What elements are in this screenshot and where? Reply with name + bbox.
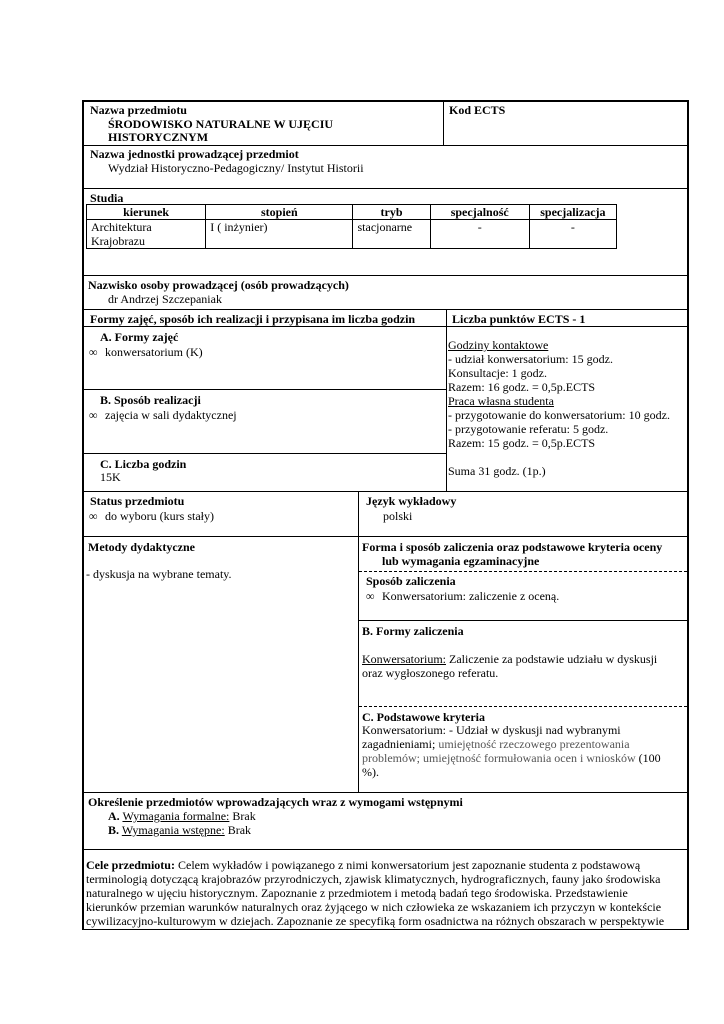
ects-kontaktowe: Godziny kontaktowe — [448, 338, 549, 352]
formy-b-label: B. Sposób realizacji — [100, 393, 201, 407]
formy-zal-line1 — [362, 652, 657, 666]
ects-label: Liczba punktów ECTS - 1 — [452, 312, 586, 326]
status-value — [89, 509, 214, 523]
dash-kryteria — [359, 706, 687, 707]
wymagania-b — [108, 823, 251, 837]
cele-label: Cele przedmiotu: — [86, 858, 175, 872]
line-sposob — [359, 620, 687, 621]
frame-left — [82, 100, 84, 930]
kryteria-l3 — [362, 751, 661, 765]
kryteria-l4: %). — [362, 765, 379, 779]
cele-l1 — [86, 858, 640, 872]
line-formy-b — [82, 453, 446, 454]
formy-a-item — [89, 345, 203, 359]
kryteria-l3a: problemów; umiejętność formułowania ocen i wniosków — [362, 751, 636, 765]
kryteria-l1: Konwersatorium: - Udział w dyskusji nad wybranymi — [362, 723, 621, 737]
studia-tryb: stacjonarne — [353, 220, 430, 249]
ects-l4: - przygotowanie do konwersatorium: 10 godz. — [448, 408, 670, 422]
prowadzacy-value: dr Andrzej Szczepaniak — [108, 292, 222, 306]
cele-l5: cywilizacyjno-kulturowym w dziejach. Zapoznanie ze specyfiką form osadnictwa na różnych obszarach w perspektywie — [86, 914, 665, 928]
cele-l2: terminologią dotyczącą krajobrazów przyrodniczych, zjawisk klimatycznych, hydrograficznych, fauny jako środowiska — [86, 872, 661, 886]
formy-zal-label: B. Formy zaliczenia — [362, 624, 464, 638]
kryteria-l2a: zagadnieniami; — [362, 737, 439, 751]
wymagania-a — [108, 809, 256, 823]
kryteria-l2 — [362, 737, 630, 751]
kierunek-line1: Architektura — [91, 220, 152, 234]
cele-l4: kierunków przemian warunków naturalnych oraz żyjącego w nich człowieka ze wskazaniem ich przyczyn w kontekście — [86, 900, 662, 914]
przedmiot-label: Nazwa przedmiotu — [90, 103, 187, 117]
formy-c-value: 15K — [100, 470, 121, 484]
ects-l5: - przygotowanie referatu: 5 godz. — [448, 422, 609, 436]
formy-zal-rest: Zaliczenie za podstawie udziału w dyskusji — [445, 652, 658, 666]
divider-status — [358, 491, 359, 536]
wymagania-b-prefix: B. — [108, 823, 120, 837]
divider-metody — [358, 536, 359, 792]
line-formy-head — [82, 326, 688, 327]
jednostka-value: Wydział Historyczno-Pedagogiczny/ Instytut Historii — [108, 161, 364, 175]
studia-header-specjalizacja: specjalizacja — [529, 205, 616, 220]
bullet-icon: ∞ — [89, 408, 98, 422]
ects-l2: Konsultacje: 1 godz. — [448, 366, 547, 380]
wprowadzajace-label: Określenie przedmiotów wprowadzających wraz z wymogami wstępnymi — [88, 795, 463, 809]
studia-header-stopien: stopień — [206, 205, 353, 220]
status-label: Status przedmiotu — [90, 494, 185, 508]
jezyk-value: polski — [383, 509, 413, 523]
metody-value: - dyskusja na wybrane tematy. — [86, 567, 232, 581]
bullet-icon: ∞ — [366, 589, 375, 603]
bullet-icon: ∞ — [89, 345, 98, 359]
frame-right — [687, 100, 689, 930]
wymagania-b-label: Wymagania wstępne: — [121, 823, 225, 837]
line-r1 — [82, 145, 688, 146]
studia-specjalizacja: - — [529, 220, 616, 249]
formy-a-item-text: konwersatorium (K) — [105, 345, 203, 359]
line-bottom — [82, 929, 688, 930]
status-value-text: do wyboru (kurs stały) — [105, 509, 214, 523]
divider-kod — [443, 100, 444, 145]
studia-specjalnosc: - — [430, 220, 529, 249]
line-r5 — [82, 491, 688, 492]
studia-table — [86, 204, 617, 249]
line-r8 — [82, 849, 688, 850]
formy-zal-line2: oraz wygłoszonego referatu. — [362, 666, 499, 680]
line-r6 — [82, 536, 688, 537]
ects-l3: Razem: 16 godz. = 0,5p.ECTS — [448, 380, 596, 394]
kryteria-label: C. Podstawowe kryteria — [362, 710, 485, 724]
zaliczenie-label-2: lub wymagania egzaminacyjne — [382, 554, 540, 568]
line-r3 — [82, 275, 688, 276]
studia-stopien: I ( inżynier) — [206, 220, 353, 249]
kryteria-l2b: umiejętność rzeczowego prezentowania — [438, 737, 630, 751]
kryteria-l3b: (100 — [635, 751, 661, 765]
studia-header-specjalnosc: specjalność — [430, 205, 529, 220]
cele-l3: naturalnego w ujęciu historycznym. Zapoznanie z przedmiotem i metodą badań tego środowiska. Przedstawienie — [86, 886, 628, 900]
prowadzacy-label: Nazwisko osoby prowadzącej (osób prowadzących) — [88, 278, 349, 292]
formy-label: Formy zajęć, sposób ich realizacji i przypisana im liczba godzin — [90, 312, 416, 326]
frame-top — [82, 100, 688, 102]
line-formy-a — [82, 389, 446, 390]
sposob-value — [366, 589, 559, 603]
sposob-label: Sposób zaliczenia — [366, 574, 456, 588]
divider-ects — [446, 309, 447, 492]
sposob-value-text: Konwersatorium: zaliczenie z oceną. — [382, 589, 560, 603]
ects-l1: - udział konwersatorium: 15 godz. — [448, 352, 613, 366]
line-r2 — [82, 188, 688, 189]
przedmiot-name-2: HISTORYCZNYM — [108, 130, 209, 144]
jezyk-label: Język wykładowy — [366, 494, 457, 508]
wymagania-a-value: Brak — [229, 809, 256, 823]
wymagania-a-prefix: A. — [108, 809, 120, 823]
studia-header-kierunek: kierunek — [87, 205, 206, 220]
line-r4 — [82, 309, 688, 310]
wymagania-a-label: Wymagania formalne: — [122, 809, 230, 823]
cele-l1-text: Celem wykładów i powiązanego z nimi konwersatorium jest zapoznanie studenta z podstawową — [177, 858, 641, 872]
przedmiot-name-1: ŚRODOWISKO NATURALNE W UJĘCIU — [108, 117, 334, 131]
kod-ects-label: Kod ECTS — [449, 103, 506, 117]
jednostka-label: Nazwa jednostki prowadzącej przedmiot — [90, 147, 299, 161]
metody-label: Metody dydaktyczne — [88, 540, 195, 554]
bullet-icon: ∞ — [89, 509, 98, 523]
formy-c-label: C. Liczba godzin — [100, 457, 187, 471]
formy-zal-underlined: Konwersatorium: — [362, 652, 446, 666]
dash-zaliczenie — [359, 571, 687, 572]
wymagania-b-value: Brak — [224, 823, 252, 837]
ects-suma: Suma 31 godz. (1p.) — [448, 464, 546, 478]
ects-wlasna: Praca własna studenta — [448, 394, 554, 408]
kierunek-line2: Krajobrazu — [91, 234, 145, 248]
studia-kierunek — [87, 220, 206, 249]
studia-label: Studia — [90, 191, 124, 205]
formy-b-item — [89, 408, 237, 422]
formy-b-item-text: zajęcia w sali dydaktycznej — [105, 408, 237, 422]
studia-header-tryb: tryb — [353, 205, 430, 220]
formy-a-label: A. Formy zajęć — [100, 330, 179, 344]
line-r7 — [82, 792, 688, 793]
ects-l6: Razem: 15 godz. = 0,5p.ECTS — [448, 436, 596, 450]
zaliczenie-label-1: Forma i sposób zaliczenia oraz podstawowe kryteria oceny — [362, 540, 663, 554]
